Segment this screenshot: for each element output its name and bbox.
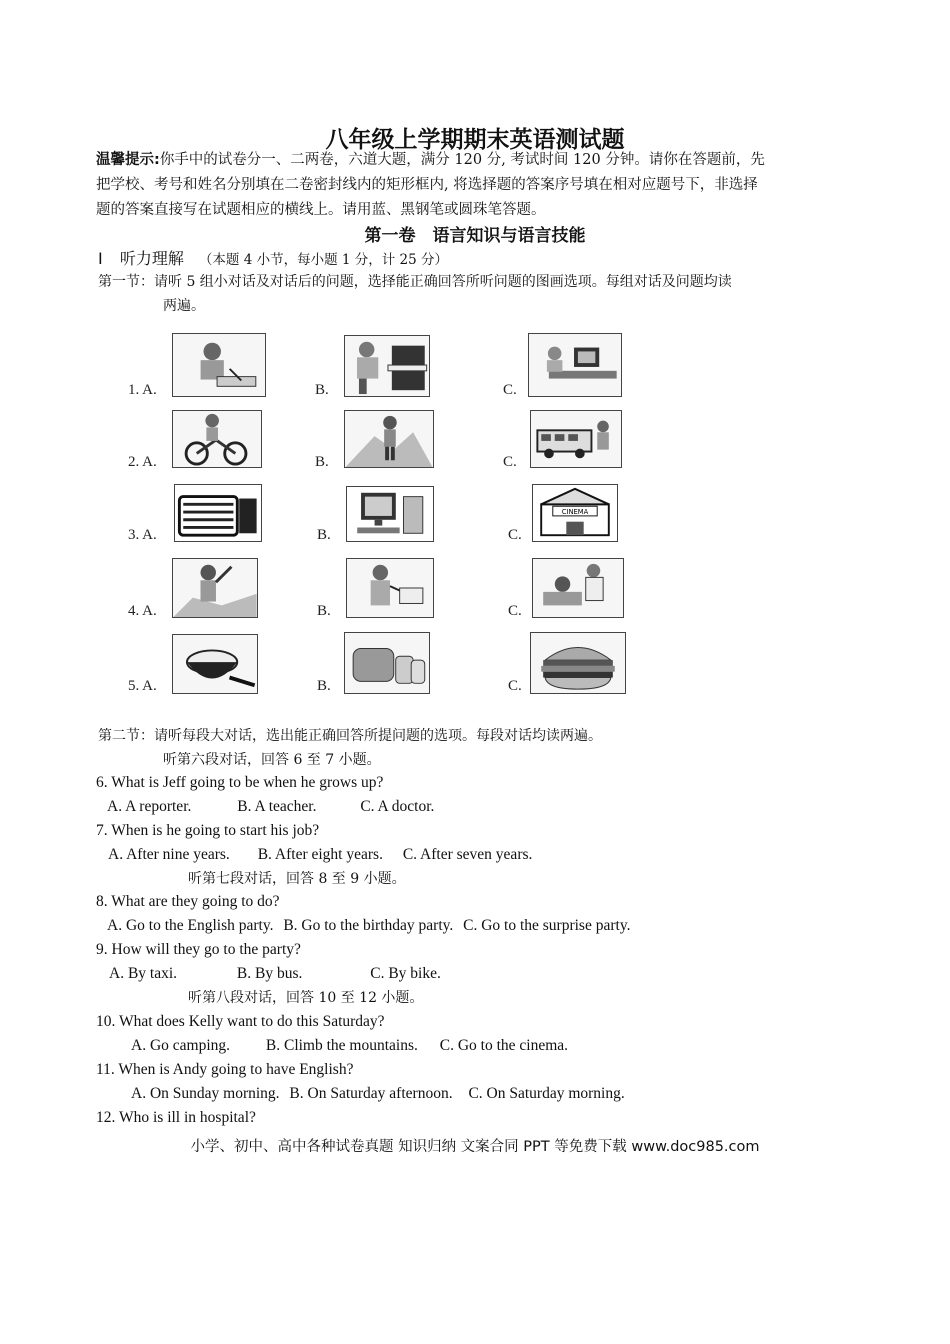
page-footer: 小学、初中、高中各种试卷真题 知识归纳 文案合同 PPT 等免费下载 www.doc985.com xyxy=(190,1139,760,1155)
question-10-options xyxy=(131,1037,568,1055)
tip-label: 温馨提示: xyxy=(96,152,160,168)
option-a: A. A reporter. xyxy=(107,798,192,815)
row4-label-c: C. xyxy=(508,603,522,619)
row3-label-a: 3. A. xyxy=(128,527,157,543)
bread-icon xyxy=(344,632,430,694)
section2-line-2: 听第六段对话，回答 6 至 7 小题。 xyxy=(163,752,381,768)
option-c: C. By bike. xyxy=(370,965,441,982)
section1-line-2: 两遍。 xyxy=(163,298,205,314)
row2-label-a: 2. A. xyxy=(128,454,157,470)
question-12: 12. Who is ill in hospital? xyxy=(96,1109,256,1126)
row1-label-c: C. xyxy=(503,382,517,398)
section2-line-1: 第二节：请听每段大对话，选出能正确回答所提问题的选项。每段对话均读两遍。 xyxy=(98,728,602,744)
cinema-icon xyxy=(532,484,618,542)
question-6-options xyxy=(107,798,434,816)
question-9: 9. How will they go to the party? xyxy=(96,941,301,958)
row5-label-c: C. xyxy=(508,678,522,694)
option-c: C. A doctor. xyxy=(360,798,435,815)
volume-title: 第一卷 语言知识与语言技能 xyxy=(364,226,586,246)
part-note: （本题 4 小节，每小题 1 分，计 25 分） xyxy=(198,252,449,268)
question-8-options xyxy=(107,917,630,935)
question-7: 7. When is he going to start his job? xyxy=(96,822,320,839)
row1-label-a: 1. A. xyxy=(128,382,157,398)
page-title: 八年级上学期期末英语测试题 xyxy=(325,127,625,153)
rice-bowl-icon xyxy=(172,634,258,694)
row5-label-a: 5. A. xyxy=(128,678,157,694)
doctor-icon xyxy=(532,558,624,618)
option-b: B. After eight years. xyxy=(257,846,383,863)
hamburger-icon xyxy=(530,632,626,694)
row4-label-a: 4. A. xyxy=(128,603,157,619)
question-8: 8. What are they going to do? xyxy=(96,893,280,910)
row2-label-c: C. xyxy=(503,454,517,470)
option-c: C. Go to the surprise party. xyxy=(463,917,631,934)
option-a: A. Go camping. xyxy=(131,1037,231,1054)
row5-label-b: B. xyxy=(317,678,331,694)
question-11: 11. When is Andy going to have English? xyxy=(96,1061,354,1078)
dialogue-8-note: 听第八段对话，回答 10 至 12 小题。 xyxy=(188,990,424,1006)
hiker-icon xyxy=(344,410,434,468)
option-b: B. By bus. xyxy=(236,965,303,982)
dialogue-7-note: 听第七段对话，回答 8 至 9 小题。 xyxy=(188,871,406,887)
waving-girl-icon xyxy=(172,558,258,618)
tip-line-1 xyxy=(96,148,765,173)
teacher-icon xyxy=(346,558,434,618)
row4-label-b: B. xyxy=(317,603,331,619)
question-7-options xyxy=(108,846,532,864)
option-b: B. Go to the birthday party. xyxy=(283,917,454,934)
question-10: 10. What does Kelly want to do this Saturday? xyxy=(96,1013,385,1030)
bike-rider-icon xyxy=(172,410,262,468)
section1-line-1: 第一节：请听 5 组小对话及对话后的问题，选择能正确回答所听问题的图画选项。每组对话及问题均读 xyxy=(98,274,732,290)
option-c: C. Go to the cinema. xyxy=(439,1037,569,1054)
question-6: 6. What is Jeff going to be when he grows up? xyxy=(96,774,384,791)
row3-label-b: B. xyxy=(317,527,331,543)
tip-line-3: 题的答案直接写在试题相应的横线上。请用蓝、黑钢笔或圆珠笔答题。 xyxy=(96,202,546,218)
option-a: A. On Sunday morning. xyxy=(131,1085,280,1102)
part-name: 听力理解 xyxy=(119,249,184,268)
girl-piano-icon xyxy=(344,335,430,397)
part-numeral: Ⅰ xyxy=(98,249,103,268)
tip-line-2: 把学校、考号和姓名分别填在二卷密封线内的矩形框内, 将选择题的答案序号填在相对应题号下，非选择 xyxy=(96,177,758,193)
option-b: B. On Saturday afternoon. xyxy=(289,1085,453,1102)
question-9-options xyxy=(109,965,441,983)
option-a: A. Go to the English party. xyxy=(107,917,274,934)
option-b: B. Climb the mountains. xyxy=(265,1037,418,1054)
tv-desk-icon xyxy=(528,333,622,397)
row1-label-b: B. xyxy=(315,382,329,398)
part-heading xyxy=(98,246,448,269)
option-c: C. On Saturday morning. xyxy=(468,1085,625,1102)
row3-label-c: C. xyxy=(508,527,522,543)
option-a: A. After nine years. xyxy=(108,846,230,863)
question-11-options xyxy=(131,1085,625,1103)
girl-writing-icon xyxy=(172,333,266,397)
computer-icon xyxy=(346,486,434,542)
option-b: B. A teacher. xyxy=(237,798,317,815)
tv-set-icon xyxy=(174,484,262,542)
option-a: A. By taxi. xyxy=(109,965,178,982)
option-c: C. After seven years. xyxy=(402,846,533,863)
svg-text:CINEMA: CINEMA xyxy=(561,507,589,516)
tip-text-1: 你手中的试卷分一、二两卷，六道大题，满分 120 分, 考试时间 120 分钟。请你在答题前，先 xyxy=(159,152,765,168)
row2-label-b: B. xyxy=(315,454,329,470)
bus-icon xyxy=(530,410,622,468)
